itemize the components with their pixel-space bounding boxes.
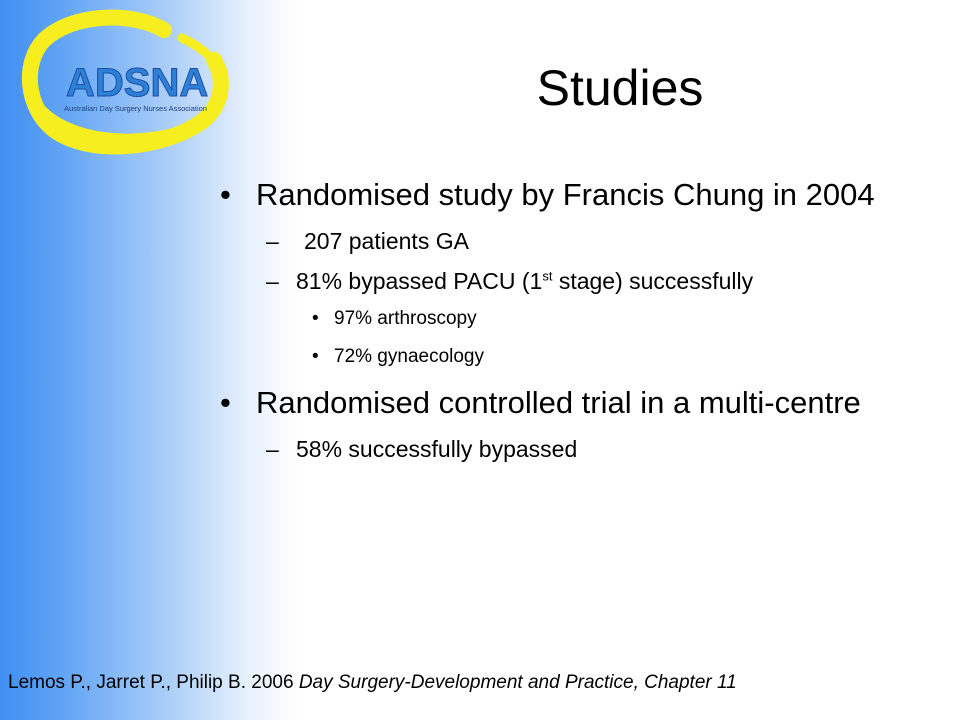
ordinal-superscript: st [542, 268, 553, 284]
logo-text: ADSNA [66, 61, 209, 105]
sub-sub-bullet-arthroscopy [312, 306, 900, 332]
bullet-point-1 [220, 176, 900, 214]
slide-content [220, 176, 900, 474]
citation-authors: Lemos P., Jarret P., Philip B. 2006 [8, 672, 299, 693]
bullet-point-1-text: Randomised study by Francis Chung in 2004 [256, 177, 875, 212]
sub-sub-bullet-arthroscopy-text: 97% arthroscopy [334, 308, 477, 329]
citation-footer [8, 670, 953, 696]
sub-sub-bullet-gynaecology [312, 344, 900, 370]
sub-sub-bullet-gynaecology-text: 72% gynaecology [334, 346, 484, 367]
bullet-icon: • [312, 346, 319, 367]
sub-bullet-bypassed [266, 266, 900, 296]
dash-icon: – [266, 228, 279, 254]
citation-book-title: Day Surgery-Development and Practice, Chapter 11 [298, 672, 737, 693]
bullet-icon: • [220, 177, 231, 212]
bullet-point-2-text: Randomised controlled trial in a multi-centre [256, 385, 861, 420]
logo-subtext: Australian Day Surgery Nurses Association [64, 104, 207, 113]
bullet-point-2 [220, 384, 900, 422]
bullet-icon: • [220, 385, 231, 420]
sub-bullet-patients [266, 226, 900, 256]
sub-bullet-multicentre [266, 434, 900, 464]
adsna-logo [14, 8, 234, 158]
dash-icon: – [266, 268, 279, 294]
sub-bullet-bypassed-text: 81% bypassed PACU (1st stage) successfully [296, 268, 754, 294]
sub-bullet-multicentre-text: 58% successfully bypassed [296, 436, 578, 462]
dash-icon: – [266, 436, 279, 462]
bullet-icon: • [312, 308, 319, 329]
sub-bullet-patients-text: 207 patients GA [304, 228, 469, 254]
slide-title: Studies [536, 60, 704, 116]
